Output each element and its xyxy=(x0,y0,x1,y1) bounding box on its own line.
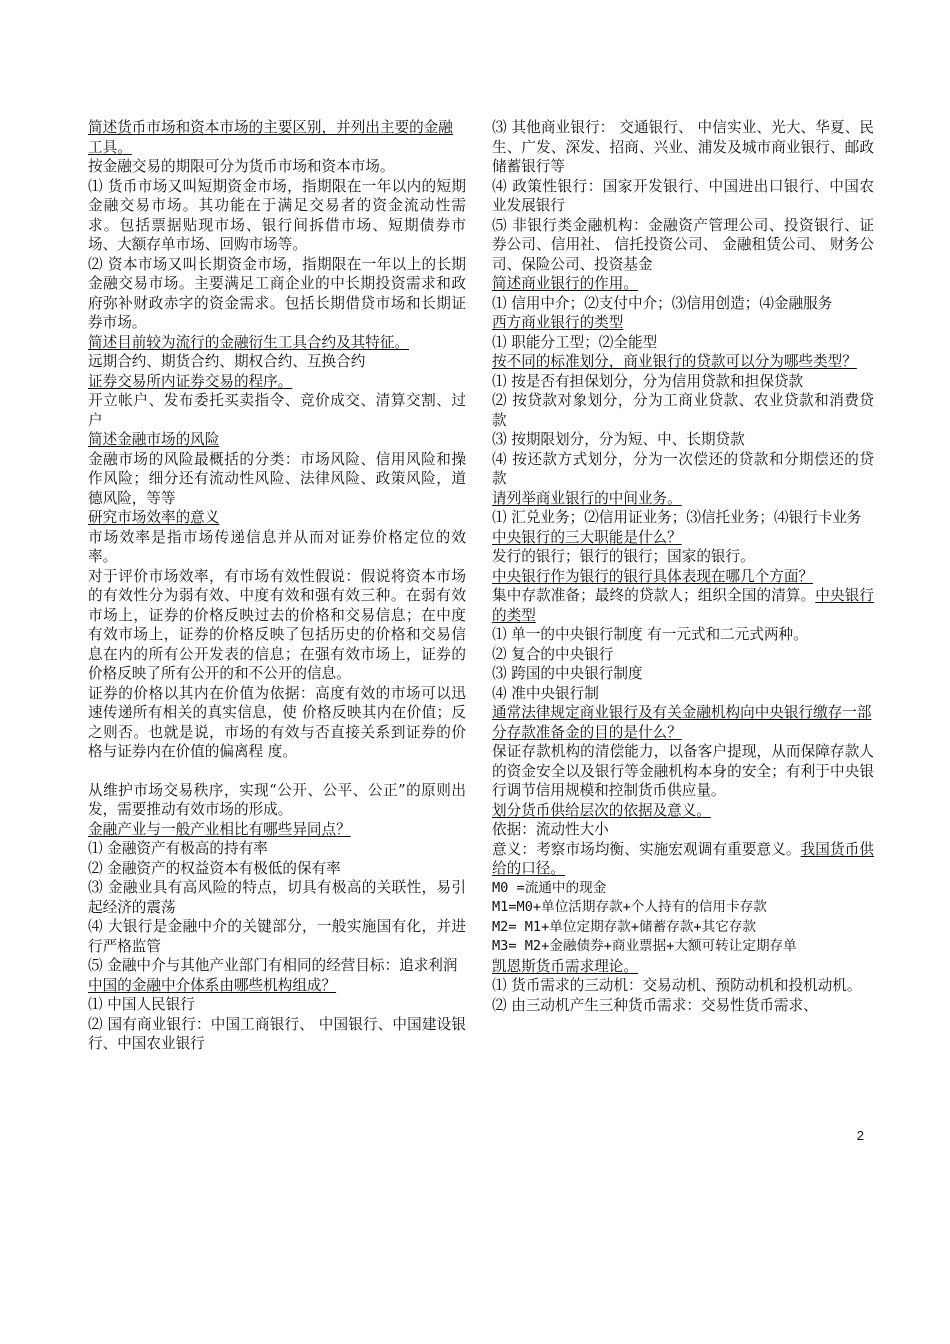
paragraph: ⑶ 按期限划分，分为短、中、长期贷款 xyxy=(492,431,745,448)
paragraph: 市场效率是指市场传递信息并从而对证券价格定位的效率。 xyxy=(88,528,466,565)
question-heading: 证券交易所内证券交易的程序。 xyxy=(88,372,293,390)
question-heading: 西方商业银行的类型 xyxy=(492,314,624,331)
question-heading: 中央银行作为银行的银行具体表现在哪几个方面？ xyxy=(492,567,814,585)
question-heading: 简述目前较为流行的金融衍生工具合约及其特征。 xyxy=(88,333,410,351)
paragraph: ⑵ 按贷款对象划分，分为工商业贷款、农业贷款和消费贷款 xyxy=(492,392,874,429)
question-heading: 金融产业与一般产业相比有哪些异同点？ xyxy=(88,820,351,838)
paragraph: 金融市场的风险最概括的分类：市场风险、信用风险和操作风险；细分还有流动性风险、法律风险、政策风险，道德风险，等等 xyxy=(88,450,466,507)
blank-line xyxy=(88,762,466,781)
paragraph xyxy=(492,586,874,625)
paragraph: ⑷ 按还款方式划分，分为一次偿还的贷款和分期偿还的贷款 xyxy=(492,450,874,487)
paragraph: ⑴ 信用中介；⑵支付中介；⑶信用创造；⑷金融服务 xyxy=(492,294,833,312)
question-heading: 简述金融市场的风险 xyxy=(88,431,220,448)
paragraph: 对于评价市场效率，有市场有效性假说：假说将资本市场的有效性分为弱有效、中度有效和强有效三种。在弱有效市场上，证券的价格反映过去的价格和交易信息；在中度有效市场上，证券的价格反映了包括历史的价格和交易信息在内的所有公开发表的信息；在强有效市场上，证券的价格反映了所有公开的和不公开的信息。 xyxy=(88,567,466,682)
paragraph: ⑷ 政策性银行：国家开发银行、中国进出口银行、中国农业发展银行 xyxy=(492,177,874,214)
paragraph: 依据：流动性大小 xyxy=(492,821,609,838)
question-heading: 中国的金融中介体系由哪些机构组成？ xyxy=(88,976,337,994)
paragraph: ⑵ 金融资产的权益资本有极低的保有率 xyxy=(88,859,341,877)
paragraph: ⑸ 非银行类金融机构：金融资产管理公司、投资银行、证券公司、信用社、 信托投资公司、 金融租赁公司、 财务公司、保险公司、投资基金 xyxy=(492,216,874,273)
paragraph: ⑴ 汇兑业务；⑵信用证业务；⑶信托业务；⑷银行卡业务 xyxy=(492,509,862,526)
left-column xyxy=(88,118,466,1054)
paragraph: ⑴ 金融资产有极高的持有率 xyxy=(88,840,268,857)
question-heading: 研究市场效率的意义 xyxy=(88,509,220,526)
paragraph: 按金融交易的期限可分为货币市场和资本市场。 xyxy=(88,158,395,175)
paragraph: ⑴ 职能分工型；⑵全能型 xyxy=(492,333,658,351)
question-heading: 划分货币供给层次的依据及意义。 xyxy=(492,801,711,819)
money-supply-definition: M1=M0+单位活期存款+个人持有的信用卡存款 xyxy=(492,899,767,915)
paragraph-text: 集中存款准备；最终的贷款人；组织全国的清算。 xyxy=(492,587,816,604)
paragraph: ⑷ 准中央银行制 xyxy=(492,684,599,702)
money-supply-definition: M0 =流通中的现金 xyxy=(492,879,607,896)
paragraph: 从维护市场交易秩序，实现“公开、公平、公正”的原则出发，需要推动有效市场的形成。 xyxy=(88,781,466,818)
paragraph: 保证存款机构的清偿能力，以备客户提现，从而保障存款人的资金安全以及银行等金融机构本身的安全；有利于中央银行调节信用规模和控制货币供应量。 xyxy=(492,743,874,799)
paragraph: ⑵ 由三动机产生三种货币需求：交易性货币需求、 xyxy=(492,996,818,1014)
paragraph: 发行的银行；银行的银行；国家的银行。 xyxy=(492,548,755,565)
money-supply-definition: M2= M1+单位定期存款+储蓄存款+其它存款 xyxy=(492,918,756,935)
paragraph: ⑴ 货币需求的三动机：交易动机、预防动机和投机动机。 xyxy=(492,977,862,994)
question-heading: 我国货币供给的口径。 xyxy=(492,840,874,877)
paragraph-text: 意义：考察市场均衡、实施宏观调有重要意义。 xyxy=(492,840,801,858)
question-heading: 简述商业银行的作用。 xyxy=(492,275,638,292)
paragraph: ⑸ 金融中介与其他产业部门有相同的经营目标：追求利润 xyxy=(88,957,458,974)
money-supply-definition: M3= M2+金融债券+商业票据+大额可转让定期存单 xyxy=(492,938,797,954)
paragraph: 证券的价格以其内在价值为依据：高度有效的市场可以迅速传递所有相关的真实信息，使 价格反映其内在价值；反之则否。也就是说，市场的有效与否直接关系到证券的价格与证券内在价值的偏离程 度。 xyxy=(88,684,466,760)
paragraph: ⑷ 大银行是金融中介的关键部分，一般实施国有化，并进行严格监管 xyxy=(88,918,466,955)
paragraph: 远期合约、期货合约、期权合约、互换合约 xyxy=(88,353,366,370)
paragraph: ⑴ 货币市场又叫短期资金市场，指期限在一年以内的短期金融交易市场。其功能在于满足交易者的资金流动性需求。包括票据贴现市场、银行间拆借市场、短期债券市场、大额存单市场、回购市场等。 xyxy=(88,177,466,253)
question-heading: 中央银行的类型 xyxy=(492,587,874,624)
question-heading: 请列举商业银行的中间业务。 xyxy=(492,489,682,507)
paragraph: ⑵ 国有商业银行：中国工商银行、 中国银行、中国建设银行、中国农业银行 xyxy=(88,1015,466,1052)
paragraph: ⑶ 其他商业银行： 交通银行、 中信实业、光大、华夏、民生、广发、深发、招商、兴业、浦发及城市商业银行、邮政储蓄银行等 xyxy=(492,119,874,175)
question-heading: 中央银行的三大职能是什么？ xyxy=(492,528,682,546)
question-heading: 简述货币市场和资本市场的主要区别，并列出主要的金融工具。 xyxy=(88,119,453,156)
paragraph: ⑵ 资本市场又叫长期资金市场，指期限在一年以上的长期金融交易市场。主要满足工商企业的中长期投资需求和政府弥补财政赤字的资金需求。包括长期借贷市场和长期证券市场。 xyxy=(88,255,466,331)
paragraph: ⑴ 按是否有担保划分，分为信用贷款和担保贷款 xyxy=(492,372,804,390)
question-heading: 凯恩斯货币需求理论。 xyxy=(492,957,638,975)
paragraph: 开立帐户、发布委托买卖指令、竞价成交、清算交割、过户 xyxy=(88,392,466,429)
question-heading: 按不同的标准划分，商业银行的贷款可以分为哪些类型？ xyxy=(492,353,857,370)
paragraph: ⑴ 中国人民银行 xyxy=(88,996,195,1013)
question-heading: 通常法律规定商业银行及有关金融机构向中央银行缴存一部分存款准备金的目的是什么？ xyxy=(492,704,872,741)
paragraph xyxy=(492,840,874,879)
paragraph: ⑶ 跨国的中央银行制度 xyxy=(492,665,643,682)
paragraph: ⑴ 单一的中央银行制度 有一元式和二元式两种。 xyxy=(492,626,808,643)
page-number: 2 xyxy=(856,1128,864,1143)
right-column xyxy=(492,118,874,1015)
paragraph: ⑵ 复合的中央银行 xyxy=(492,645,614,663)
paragraph: ⑶ 金融业具有高风险的特点，切具有极高的关联性，易引起经济的震荡 xyxy=(88,879,466,916)
